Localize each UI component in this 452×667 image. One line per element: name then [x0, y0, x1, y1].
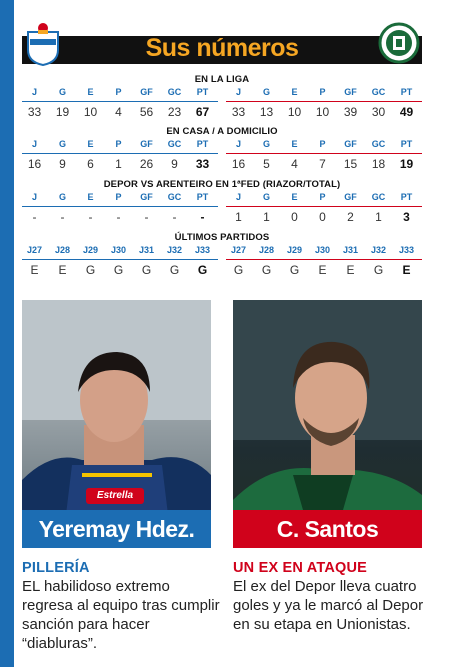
match-result: G: [85, 263, 96, 277]
match-result: G: [169, 263, 180, 277]
col-header: GF: [140, 139, 153, 149]
col-header: J27: [230, 245, 247, 255]
stat-value: -: [144, 210, 149, 224]
stat-value: -: [88, 210, 93, 224]
section-ultimos: [22, 232, 422, 281]
caption-body-right: El ex del Depor lleva cuatro goles y ya le marcó al Depor en su etapa en Unionistas.: [233, 578, 424, 633]
stat-value: 1: [235, 210, 242, 224]
stat-value: 5: [263, 157, 270, 171]
col-header: J: [235, 192, 241, 202]
divider-blue: [22, 206, 218, 207]
stat-value-points: -: [200, 210, 205, 224]
match-result: E: [346, 263, 355, 277]
stat-value: 19: [55, 105, 70, 119]
section-versus: [22, 179, 422, 228]
stat-value: 18: [371, 157, 386, 171]
match-result: G: [233, 263, 244, 277]
match-result-latest: E: [402, 263, 411, 277]
player-name-band-left: [22, 510, 211, 548]
stat-value: 23: [167, 105, 182, 119]
col-header: J28: [54, 245, 71, 255]
col-header: P: [115, 87, 122, 97]
divider-blue: [22, 101, 218, 102]
section-liga: [22, 74, 422, 123]
col-header: P: [319, 87, 326, 97]
stat-value: 33: [231, 105, 246, 119]
stat-value: 10: [287, 105, 302, 119]
col-header: J30: [314, 245, 331, 255]
stat-value: 33: [27, 105, 42, 119]
col-header: E: [87, 192, 94, 202]
stat-value: 2: [347, 210, 354, 224]
col-header: J31: [342, 245, 359, 255]
col-header: J27: [26, 245, 43, 255]
header: [22, 22, 422, 66]
stat-value-points: 67: [195, 105, 210, 119]
stat-value: 10: [83, 105, 98, 119]
match-result: G: [289, 263, 300, 277]
col-header: P: [115, 139, 122, 149]
caption-left: [22, 560, 222, 653]
values-row-casa: [22, 157, 422, 175]
caption-right: [233, 560, 433, 634]
left-accent-bar: [0, 0, 14, 667]
stat-value: 16: [27, 157, 42, 171]
match-result: E: [58, 263, 67, 277]
col-header: GC: [371, 139, 386, 149]
stat-value: 39: [343, 105, 358, 119]
col-header: J31: [138, 245, 155, 255]
caption-headline-right: UN EX EN ATAQUE: [233, 560, 368, 576]
header-row-casa: [22, 139, 422, 153]
col-header: PT: [400, 139, 413, 149]
col-header: J: [31, 139, 37, 149]
header-row-versus: [22, 192, 422, 206]
section-title-versus: DEPOR VS ARENTEIRO EN 1ªFED (RIAZOR/TOTAL): [103, 179, 341, 190]
col-header: J: [31, 192, 37, 202]
col-header: GF: [344, 87, 357, 97]
match-result: G: [261, 263, 272, 277]
stat-value: -: [172, 210, 177, 224]
col-header: J28: [258, 245, 275, 255]
stat-value: 1: [115, 157, 122, 171]
stat-value: 9: [171, 157, 178, 171]
col-header: PT: [196, 139, 209, 149]
col-header: J33: [194, 245, 211, 255]
arenteiro-crest-icon: [378, 22, 420, 64]
match-result: G: [141, 263, 152, 277]
stat-value: 13: [259, 105, 274, 119]
col-header: P: [115, 192, 122, 202]
match-result: E: [30, 263, 39, 277]
col-header: E: [291, 139, 298, 149]
col-header: GC: [371, 87, 386, 97]
col-header: G: [262, 139, 270, 149]
match-result: G: [113, 263, 124, 277]
col-header: E: [291, 87, 298, 97]
col-header: GF: [344, 139, 357, 149]
section-title-liga: EN LA LIGA: [194, 74, 250, 85]
match-result: E: [318, 263, 327, 277]
col-header: E: [87, 139, 94, 149]
divider-red: [226, 153, 422, 154]
col-header: G: [58, 192, 66, 202]
section-title-ultimos: ÚLTIMOS PARTIDOS: [174, 232, 270, 243]
col-header: GF: [140, 192, 153, 202]
stat-value: 15: [343, 157, 358, 171]
header-row-ultimos: [22, 245, 422, 259]
stat-value: 10: [315, 105, 330, 119]
stat-value: 56: [139, 105, 154, 119]
match-result: G: [373, 263, 384, 277]
stat-value: 6: [87, 157, 94, 171]
stat-value: 1: [375, 210, 382, 224]
caption-body-left: EL habilidoso extremo regresa al equipo tras cumplir sanción para hacer “diabluras”.: [22, 578, 220, 652]
match-result-latest: G: [197, 263, 208, 277]
col-header: GC: [167, 139, 182, 149]
stat-value: 4: [115, 105, 122, 119]
col-header: E: [87, 87, 94, 97]
player-name-right: C. Santos: [276, 516, 379, 542]
shirt-sponsor-text: Estrella: [96, 490, 134, 501]
player-name-left: Yeremay Hdez.: [38, 516, 195, 542]
col-header: P: [319, 192, 326, 202]
col-header: PT: [400, 87, 413, 97]
stat-value: 0: [291, 210, 298, 224]
col-header: P: [319, 139, 326, 149]
stat-value: 9: [59, 157, 66, 171]
divider-blue: [22, 259, 218, 260]
stat-value: -: [60, 210, 65, 224]
section-title-casa: EN CASA / A DOMICILIO: [166, 126, 278, 137]
stat-value: 26: [139, 157, 154, 171]
col-header: GF: [140, 87, 153, 97]
stat-value: 4: [291, 157, 298, 171]
col-header: J29: [286, 245, 303, 255]
col-header: PT: [196, 87, 209, 97]
section-casa: [22, 126, 422, 175]
stat-value: 30: [371, 105, 386, 119]
col-header: PT: [196, 192, 209, 202]
col-header: G: [262, 87, 270, 97]
stat-value-points: 33: [195, 157, 210, 171]
col-header: G: [58, 87, 66, 97]
stat-value: 16: [231, 157, 246, 171]
col-header: J30: [110, 245, 127, 255]
col-header: J32: [166, 245, 183, 255]
col-header: GC: [167, 87, 182, 97]
player-name-band-right: [233, 510, 422, 548]
col-header: J: [235, 87, 241, 97]
col-header: J: [31, 87, 37, 97]
col-header: E: [291, 192, 298, 202]
col-header: J29: [82, 245, 99, 255]
col-header: J33: [398, 245, 415, 255]
col-header: GC: [167, 192, 182, 202]
stat-value: 1: [263, 210, 270, 224]
col-header: G: [58, 139, 66, 149]
stat-value-points: 3: [403, 210, 410, 224]
divider-red: [226, 259, 422, 260]
page-title: Sus números: [145, 34, 299, 62]
divider-red: [226, 206, 422, 207]
stat-value-points: 19: [399, 157, 414, 171]
col-header: GF: [344, 192, 357, 202]
values-row-ultimos: [22, 263, 422, 281]
divider-red: [226, 101, 422, 102]
stat-value: -: [32, 210, 37, 224]
stat-value: 7: [319, 157, 326, 171]
col-header: GC: [371, 192, 386, 202]
values-row-versus: [22, 210, 422, 228]
deportivo-crest-icon: [24, 22, 62, 66]
header-row-liga: [22, 87, 422, 101]
divider-blue: [22, 153, 218, 154]
stat-value-points: 49: [399, 105, 414, 119]
stat-value: 0: [319, 210, 326, 224]
col-header: J: [235, 139, 241, 149]
stat-value: -: [116, 210, 121, 224]
col-header: G: [262, 192, 270, 202]
caption-headline-left: PILLERÍA: [22, 560, 90, 576]
col-header: PT: [400, 192, 413, 202]
values-row-liga: [22, 105, 422, 123]
col-header: J32: [370, 245, 387, 255]
